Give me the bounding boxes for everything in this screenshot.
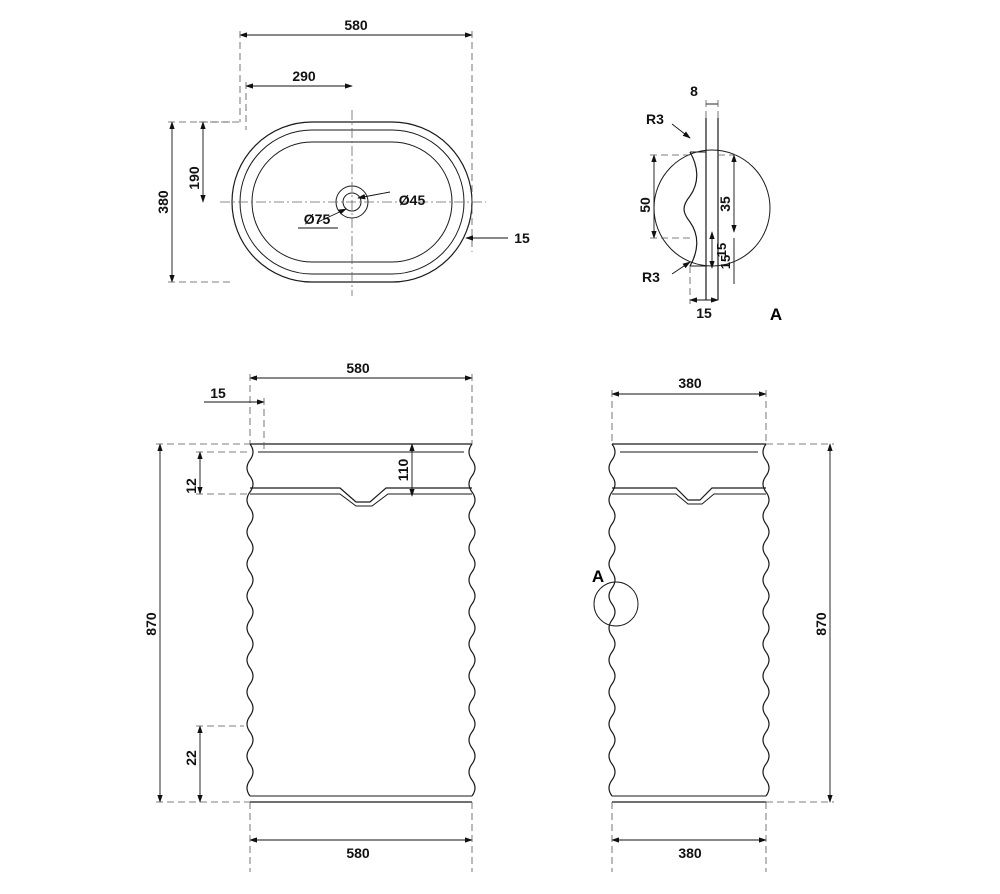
dim-detail-h50: 50 xyxy=(637,197,653,213)
dim-detail-radius-bottom: R3 xyxy=(642,269,660,285)
dim-top-inner-depth: 190 xyxy=(186,166,202,190)
front-view-geometry xyxy=(247,444,475,802)
detail-a-geometry xyxy=(654,118,770,300)
dim-front-top-width: 580 xyxy=(346,360,370,376)
dim-front-base: 22 xyxy=(183,750,199,766)
dim-front-offset: 15 xyxy=(210,385,226,401)
side-detail-marker-a: A xyxy=(591,567,605,586)
dim-detail-h15b: 15 xyxy=(718,254,733,270)
dim-detail-h15a: 15 xyxy=(714,242,729,258)
dim-top-drain-outer: Ø75 xyxy=(303,211,331,227)
dim-top-half-width: 290 xyxy=(292,68,316,84)
dim-detail-h35: 35 xyxy=(717,196,733,212)
dim-top-rim: 15 xyxy=(514,230,530,246)
dim-front-bowl-depth: 110 xyxy=(395,458,411,482)
top-view-dimensions xyxy=(155,17,530,282)
dim-top-width: 580 xyxy=(344,17,368,33)
dim-side-top-width: 380 xyxy=(678,375,702,391)
dim-detail-radius-top: R3 xyxy=(646,111,664,127)
dim-side-bottom-width: 380 xyxy=(678,845,702,861)
dim-side-height: 870 xyxy=(813,612,829,636)
top-view-geometry xyxy=(220,110,486,296)
dim-front-bottom-width: 580 xyxy=(346,845,370,861)
front-view-dimensions xyxy=(143,360,472,872)
side-view-geometry xyxy=(592,444,769,802)
side-view-dimensions xyxy=(612,375,834,872)
dim-detail-thickness: 8 xyxy=(690,83,698,99)
detail-a-dimensions xyxy=(637,83,782,324)
dim-detail-w15: 15 xyxy=(696,305,712,321)
dim-top-drain-inner: Ø45 xyxy=(398,192,426,208)
dim-front-rim-thickness: 12 xyxy=(183,478,199,494)
dim-top-depth: 380 xyxy=(155,190,171,214)
dim-front-height: 870 xyxy=(143,612,159,636)
detail-label-a: A xyxy=(769,305,783,324)
